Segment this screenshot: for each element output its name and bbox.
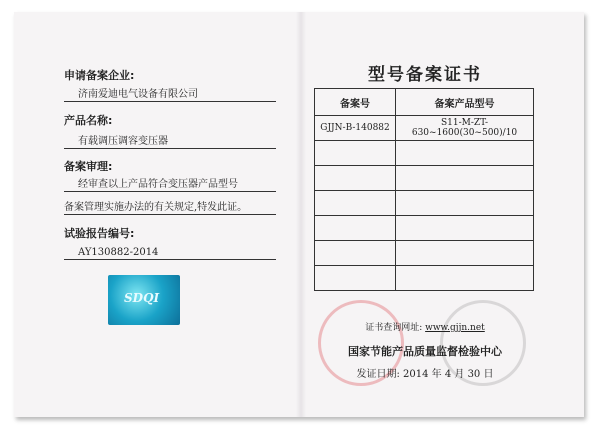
table-row xyxy=(315,216,534,241)
table-row xyxy=(315,116,534,141)
review-line1: 经审查以上产品符合变压器产品型号 xyxy=(64,178,276,192)
applicant-value: 济南爱迪电气设备有限公司 xyxy=(64,88,276,102)
query-url: www.gjjn.net xyxy=(425,323,485,333)
header-reg-no: 备案号 xyxy=(315,89,396,116)
report-value: AY130882-2014 xyxy=(64,246,276,260)
report-label: 试验报告编号: xyxy=(64,227,135,240)
table-row xyxy=(315,141,534,166)
product-value: 有载调压调容变压器 xyxy=(64,135,276,149)
hologram-seal: SDQI xyxy=(108,275,180,325)
review-line2: 备案管理实施办法的有关规定,特发此证。 xyxy=(64,201,276,215)
query-line: 证书查询网址: www.gjjn.net xyxy=(365,323,485,333)
model: S11-M-ZT-630~1600(30~500)/10 xyxy=(396,116,534,141)
table-row xyxy=(315,191,534,216)
issue-date: 发证日期: 2014 年 4 月 30 日 xyxy=(356,369,494,380)
review-label: 备案审理: xyxy=(64,160,113,173)
table-row xyxy=(315,166,534,191)
table-row xyxy=(315,266,534,291)
header-model: 备案产品型号 xyxy=(396,89,534,116)
table-row xyxy=(315,241,534,266)
issuer: 国家节能产品质量监督检验中心 xyxy=(348,345,502,358)
product-label: 产品名称: xyxy=(64,114,113,127)
certificate-title: 型号备案证书 xyxy=(368,65,482,85)
registration-table xyxy=(314,88,534,291)
reg-no: GJJN-B-140882 xyxy=(315,116,396,141)
applicant-label: 申请备案企业: xyxy=(64,69,135,82)
